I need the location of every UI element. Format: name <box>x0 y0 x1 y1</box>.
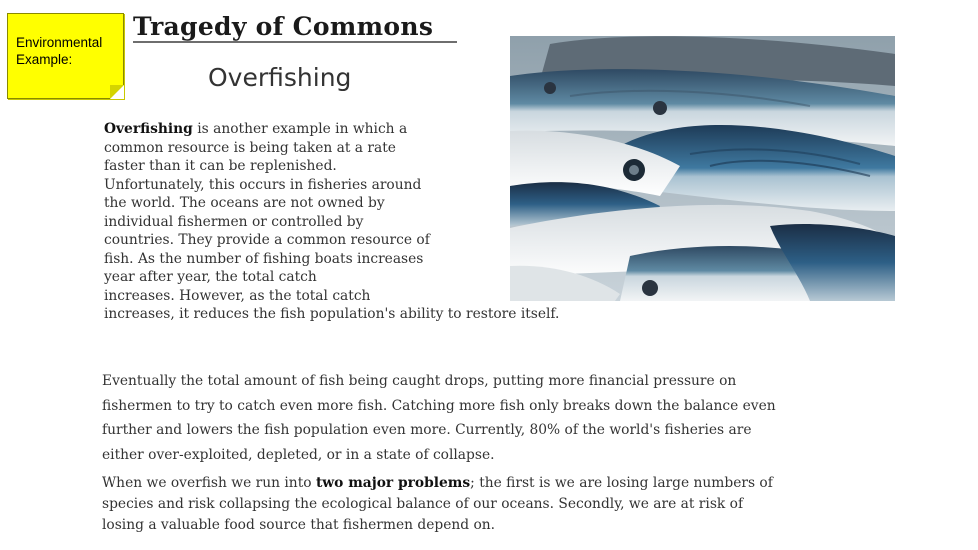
paragraph-1-line: common resource is being taken at a rate <box>104 139 396 156</box>
paragraph-1-line: individual fishermen or controlled by <box>104 213 364 230</box>
fish-photo <box>510 36 895 301</box>
sticky-note-fold <box>110 85 124 99</box>
bold-phrase: two major problems <box>315 475 471 491</box>
paragraph-1-line: faster than it can be replenished. <box>104 158 337 174</box>
paragraph-3-line: losing a valuable food source that fishermen depend on. <box>102 517 496 533</box>
paragraph-2-line: Eventually the total amount of fish being caught drops, putting more financial pressure on <box>102 373 737 389</box>
title-underline <box>133 41 457 43</box>
paragraph-1-line: Overfishing is another example in which a <box>104 121 408 137</box>
paragraph-3-line: When we overfish we run into two major problems; the first is we are losing large numbers of <box>102 475 773 491</box>
paragraph-3 <box>102 473 773 536</box>
paragraph-1-line: increases. However, as the total catch <box>104 287 371 304</box>
sticky-note <box>7 13 124 99</box>
paragraph-1-line: Unfortunately, this occurs in fisheries around <box>104 176 422 193</box>
bold-term: Overfishing <box>104 121 193 137</box>
paragraph-3-line: species and risk collapsing the ecological balance of our oceans. Secondly, we are at risk of <box>102 496 744 512</box>
paragraph-1-line: fish. As the number of fishing boats increases <box>104 250 424 267</box>
paragraph-2-line: either over-exploited, depleted, or in a state of collapse. <box>102 446 495 463</box>
page-subtitle: Overfishing <box>208 63 352 92</box>
paragraph-1-line: countries. They provide a common resource of <box>104 232 430 248</box>
paragraph-1 <box>104 120 559 324</box>
sticky-note-text: Environmental Example: <box>16 35 103 67</box>
paragraph-2 <box>102 369 776 467</box>
fish-eye <box>642 280 658 296</box>
fish-eye <box>629 165 639 175</box>
fish-eye <box>544 82 556 94</box>
paragraph-2-line: further and lowers the fish population even more. Currently, 80% of the world's fisheries are <box>102 422 752 438</box>
paragraph-1-line: the world. The oceans are not owned by <box>104 195 385 211</box>
paragraph-2-line: fishermen to try to catch even more fish. Catching more fish only breaks down the balance even <box>102 397 776 414</box>
paragraph-1-line: year after year, the total catch <box>104 269 317 285</box>
page-title: Tragedy of Commons <box>133 12 434 41</box>
fish-eye <box>653 101 667 115</box>
paragraph-1-line: increases, it reduces the fish population's ability to restore itself. <box>104 306 560 322</box>
